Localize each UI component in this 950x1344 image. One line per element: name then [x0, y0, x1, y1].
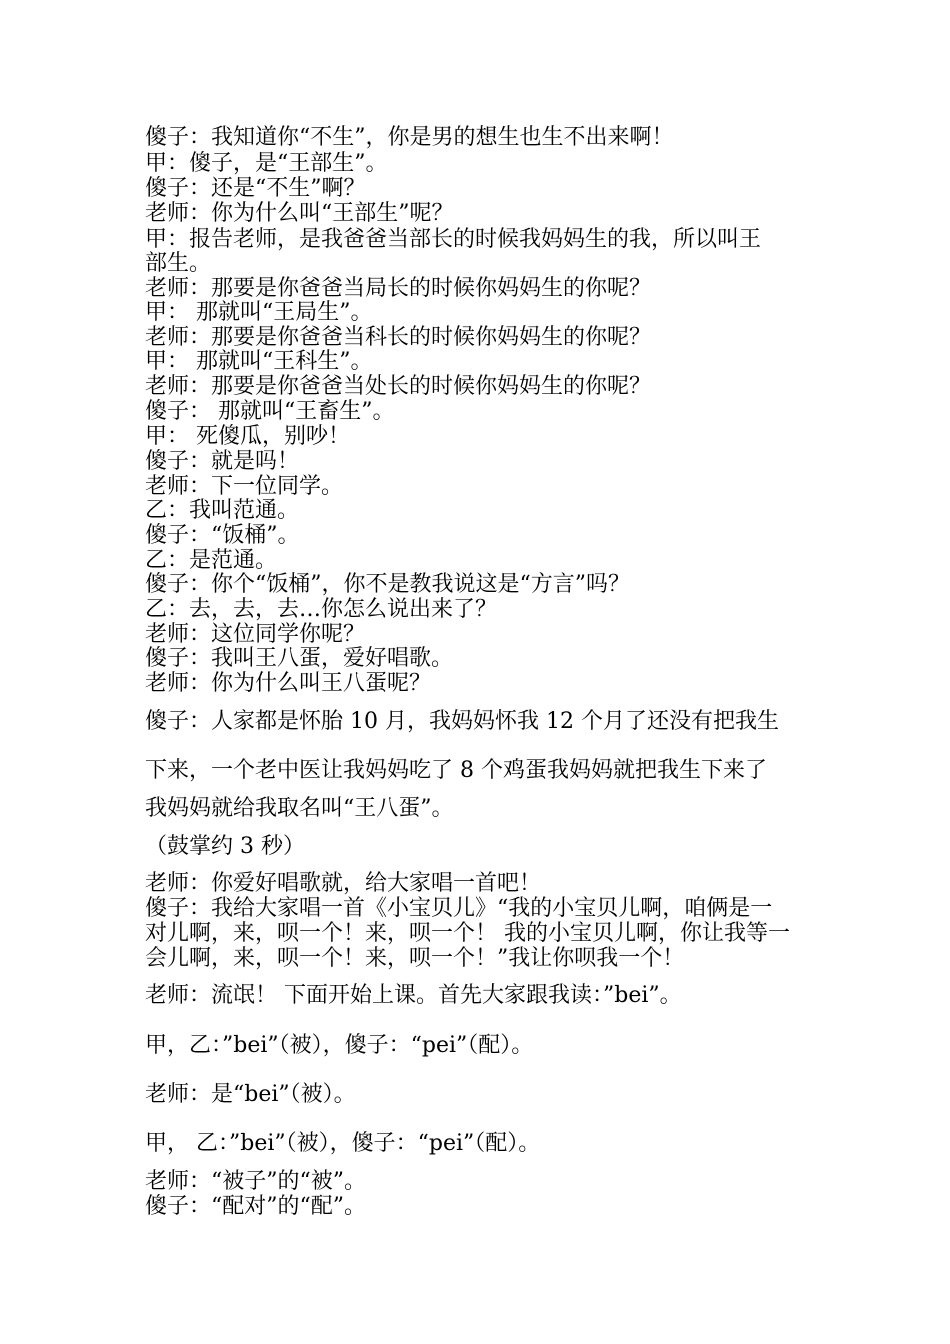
text-line: 甲： 死傻瓜，别吵！	[145, 424, 350, 449]
text-line: 甲， 乙：”bei”（被），傻子：“pei”（配）。	[145, 1131, 541, 1156]
text-line: 傻子：人家都是怀胎 10 月，我妈妈怀我 12 个月了还没有把我生	[145, 709, 779, 734]
text-line: 傻子：还是“不生”啊？	[145, 176, 366, 201]
text-line: 老师：流氓！ 下面开始上课。首先大家跟我读：”bei”。	[145, 983, 682, 1008]
text-line: 乙：去，去，去…你怎么说出来了？	[145, 597, 498, 622]
text-line: 傻子：我知道你“不生”，你是男的想生也生不出来啊！	[145, 125, 674, 150]
text-line: 老师：你为什么叫“王部生”呢？	[145, 201, 454, 226]
text-line: 老师：下一位同学。	[145, 474, 344, 499]
text-line: 傻子：“配对”的“配”。	[145, 1194, 366, 1219]
text-line: 老师：那要是你爸爸当处长的时候你妈妈生的你呢？	[145, 374, 652, 399]
text-line: 老师：“被子”的“被”。	[145, 1169, 366, 1194]
text-line: 傻子： 那就叫“王畜生”。	[145, 399, 395, 424]
text-line: 会儿啊，来，呗一个！来，呗一个！”我让你呗我一个！	[145, 946, 685, 971]
text-line: 甲，乙：”bei”（被），傻子：“pei”（配）。	[145, 1033, 534, 1058]
text-line: 傻子：就是吗！	[145, 449, 300, 474]
text-line: 甲： 那就叫“王科生”。	[145, 349, 373, 374]
text-line: 老师：是“bei”（被）。	[145, 1082, 356, 1107]
text-line: 乙：是范通。	[145, 548, 278, 573]
text-line: 老师：你为什么叫王八蛋呢？	[145, 671, 432, 696]
text-line: 我妈妈就给我取名叫“王八蛋”。	[145, 796, 454, 821]
text-line: 下来，一个老中医让我妈妈吃了 8 个鸡蛋我妈妈就把我生下来了	[145, 758, 767, 783]
text-line: 傻子：“饭桶”。	[145, 523, 300, 548]
text-line: 傻子：我给大家唱一首《小宝贝儿》“我的小宝贝儿啊，咱俩是一	[145, 896, 773, 921]
text-line: 部生。	[145, 251, 212, 276]
text-line: 对儿啊，来，呗一个！来，呗一个！ 我的小宝贝儿啊，你让我等一	[145, 921, 790, 946]
text-line: 老师：那要是你爸爸当科长的时候你妈妈生的你呢？	[145, 325, 652, 350]
text-line: 傻子：你个“饭桶”，你不是教我说这是“方言”吗？	[145, 572, 630, 597]
text-line: 傻子：我叫王八蛋，爱好唱歌。	[145, 646, 454, 671]
text-line: 老师：那要是你爸爸当局长的时候你妈妈生的你呢？	[145, 276, 652, 301]
text-line: 甲：报告老师，是我爸爸当部长的时候我妈妈生的我，所以叫王	[145, 227, 762, 252]
text-line: 甲： 那就叫“王局生”。	[145, 300, 373, 325]
text-line: 乙：我叫范通。	[145, 498, 300, 523]
text-line: 老师：你爱好唱歌就，给大家唱一首吧！	[145, 871, 542, 896]
text-line: 老师：这位同学你呢？	[145, 622, 366, 647]
text-line: 甲：傻子，是“王部生”。	[145, 151, 388, 176]
text-line: （鼓掌约 3 秒）	[145, 834, 305, 859]
